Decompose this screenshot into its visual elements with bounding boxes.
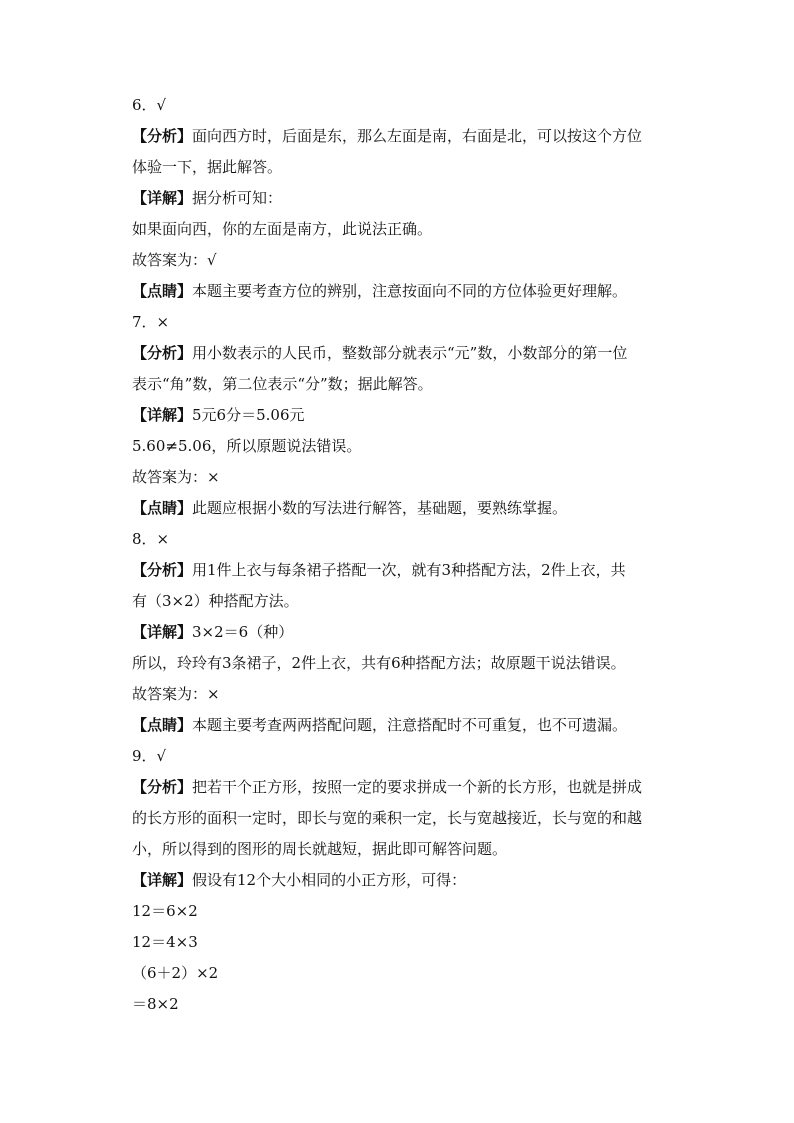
analysis-line: 小，所以得到的图形的周长就越短，据此即可解答问题。 [132, 840, 508, 858]
analysis-tag: 【分析】 [132, 127, 193, 145]
answer-mark: × [156, 313, 170, 331]
analysis-paragraph: 【分析】面向西方时，后面是东，那么左面是南，右面是北，可以按这个方位 [132, 127, 643, 145]
comment-tag: 【点睛】 [132, 282, 193, 300]
comment-tag: 【点睛】 [132, 499, 193, 517]
detail-tag: 【详解】 [132, 406, 193, 424]
analysis-line: 的长方形的面积一定时，即长与宽的乘积一定，长与宽越接近，长与宽的和越 [132, 809, 643, 827]
question-number: 6．√ [132, 96, 167, 114]
comment-tag: 【点睛】 [132, 716, 193, 734]
answer-mark: √ [156, 96, 167, 114]
question-number: 9．√ [132, 747, 167, 765]
analysis-paragraph: 【分析】用小数表示的人民币，整数部分就表示“元”数，小数部分的第一位 [132, 344, 628, 362]
comment-paragraph: 【点睛】本题主要考查方位的辨别，注意按面向不同的方位体验更好理解。 [132, 282, 628, 300]
answer-mark: √ [156, 747, 167, 765]
analysis-tag: 【分析】 [132, 778, 193, 796]
detail-paragraph: 【详解】3×2＝6（种） [132, 623, 294, 641]
analysis-paragraph: 【分析】把若干个正方形，按照一定的要求拼成一个新的长方形，也就是拼成 [132, 778, 643, 796]
answer-line: 故答案为：× [132, 685, 220, 703]
analysis-tag: 【分析】 [132, 344, 193, 362]
detail-paragraph: 【详解】5元6分＝5.06元 [132, 406, 305, 424]
comment-paragraph: 【点睛】本题主要考查两两搭配问题，注意搭配时不可重复，也不可遗漏。 [132, 716, 628, 734]
question-number: 8．× [132, 530, 170, 548]
detail-paragraph: 【详解】据分析可知： [132, 189, 283, 207]
answer-content [132, 90, 677, 1020]
detail-tag: 【详解】 [132, 189, 193, 207]
detail-tag: 【详解】 [132, 871, 193, 889]
comment-paragraph: 【点睛】此题应根据小数的写法进行解答，基础题，要熟练掌握。 [132, 499, 568, 517]
analysis-line: 有（3×2）种搭配方法。 [132, 592, 299, 610]
detail-line: 如果面向西，你的左面是南方，此说法正确。 [132, 220, 433, 238]
analysis-paragraph: 【分析】用1件上衣与每条裙子搭配一次，就有3种搭配方法，2件上衣，共 [132, 561, 626, 579]
equation-line: ＝8×2 [132, 995, 179, 1013]
equation-line: 12＝6×2 [132, 902, 198, 920]
equation-line: 12＝4×3 [132, 933, 198, 951]
detail-paragraph: 【详解】假设有12个大小相同的小正方形，可得： [132, 871, 467, 889]
analysis-tag: 【分析】 [132, 561, 193, 579]
question-number: 7．× [132, 313, 170, 331]
answer-line: 故答案为：√ [132, 251, 217, 269]
detail-line: 所以，玲玲有3条裙子，2件上衣，共有6种搭配方法；故原题干说法错误。 [132, 654, 626, 672]
analysis-line: 体验一下，据此解答。 [132, 158, 283, 176]
answer-mark: × [156, 530, 170, 548]
equation-line: （6＋2）×2 [132, 964, 219, 982]
detail-line: 5.60≠5.06，所以原题说法错误。 [132, 437, 362, 455]
detail-tag: 【详解】 [132, 623, 193, 641]
answer-line: 故答案为：× [132, 468, 220, 486]
analysis-line: 表示“角”数，第二位表示“分”数；据此解答。 [132, 375, 433, 393]
